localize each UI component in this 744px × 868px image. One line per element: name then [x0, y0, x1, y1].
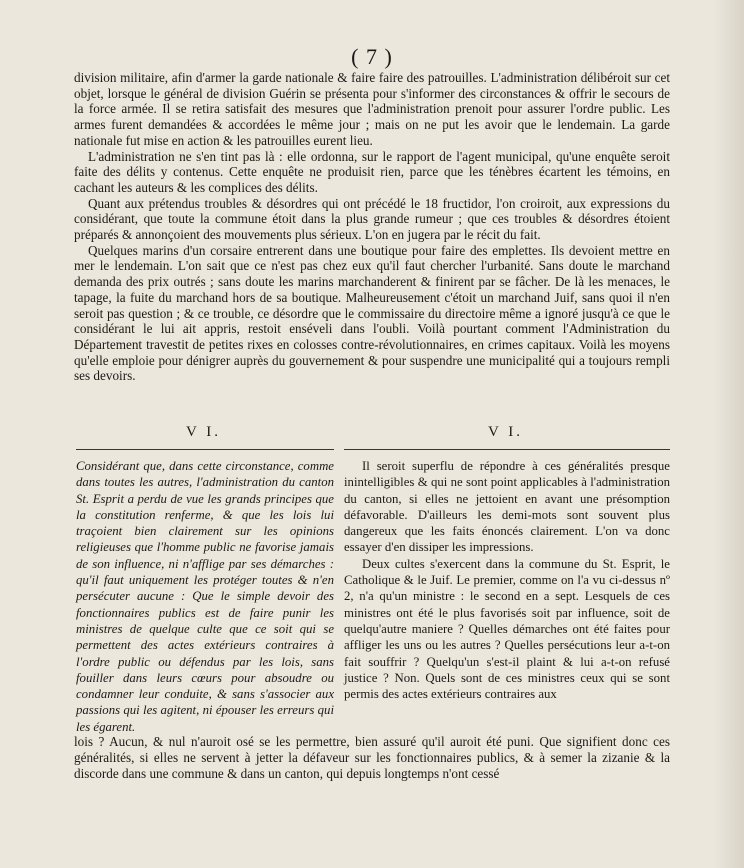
right-heading-rule [344, 449, 670, 450]
page-number: ( 7 ) [351, 44, 393, 69]
page-edge-shadow [714, 0, 744, 868]
paragraph: Quelques marins d'un corsaire entrerent dans une boutique pour faire des emplettes. Ils devoient mettre en mer le lendemain. L'on sait que ce n'est pas chez eux qu'il faut chercher l'urbanité. Sans doute le marchand demanda des prix outrés ; sans doute les marins marchanderent & finirent par se fâcher. De là les menaces, le tapage, la fuite du marchand hors de sa boutique. Malheureusement c'étoit un marchand Juif, sans quoi il n'en seroit pas question ; & ce trouble, ce désordre que le commissaire du directoire même a ignoré jusqu'à ce que le considérant le lui ait appris, restoit enséveli dans l'oubli. Voilà pourtant comment l'Administration du Département travestit de petites rixes en colosses contre-révolutionnaires, en crimes capitaux. Voilà les moyens qu'elle emploie pour dénigrer auprès du gouvernement & pour suspendre une municipalité qui a toujours rempli ses devoirs. [74, 242, 670, 384]
paragraph: L'administration ne s'en tint pas là : elle ordonna, sur le rapport de l'agent municipal, qu'une enquête seroit faite des délits y contenus. Cette enquête ne produisit rien, parce que les ténèbres écartent les témoins, en cachant les auteurs & les complices des délits. [74, 148, 670, 195]
right-column-response [344, 458, 670, 702]
paragraph: Quant aux prétendus troubles & désordres qui ont précédé le 18 fructidor, l'on croiroit, aux expressions du considérant, que toute la commune étoit dans la plus grande rumeur ; que ces troubles & désordres étoient préparés & annonçoient des mouvements plus sérieux. L'on en jugera par le récit du fait. [74, 195, 670, 243]
paragraph: division militaire, afin d'armer la garde nationale & faire faire des patrouilles. L'administration délibéroit sur cet objet, lorsque le général de division Guérin se présenta pour s'informer des circonstances & offrir le secours de la force armée. Il se retira satisfait des mesures que l'administration prenoit pour assurer l'ordre public. Les armes furent demandées & accordées le même jour ; mais on ne put les avoir que le lendemain. La garde nationale fut mise en action & les patrouilles eurent lieu. [74, 70, 670, 148]
left-column-heading: V I. [186, 424, 222, 440]
right-column-heading: V I. [488, 424, 524, 440]
considerant-text: Considérant que, dans cette circonstance, comme dans toutes les autres, l'administration du canton St. Esprit a perdu de vue les grands principes que la constitution renferme, & que les lois lui traçoient bien clairement sur les opinions religieuses que l'homme public ne favorise jamais de son influence, ni n'afflige par ses démarches : qu'il faut uniquement les protéger toutes & n'en persécuter aucune : Que le simple devoir des fonctionnaires publics est de faire punir les ministres de quelque culte que ce soit qui se permettent des actes extérieurs contraires à l'ordre public ou défendus par les lois, sans fouiller dans leurs cœurs pour absoudre ou condamner leur conduite, & sans s'associer aux passions qui les agitent, ni épouser les erreurs qui les égarent. [76, 459, 334, 734]
bottom-text-block [74, 734, 670, 782]
paragraph: Deux cultes s'exercent dans la commune du St. Esprit, le Catholique & le Juif. Le premier, comme on l'a vu ci-dessus nº 2, n'a qu'un ministre : le second en a sept. Lesquels de ces ministres ont été le plus favorisés soit par influence, soit de quelqu'autre maniere ? Quelles démarches ont été faites pour affliger les uns ou les autres ? Quelles persécutions leur a-t-on fait souffrir ? Quelqu'un s'est-il plaint & lui a-t-on refusé justice ? Non. Quels sont de ces ministres ceux qui se sont permis des actes extérieurs contraires aux [344, 556, 670, 702]
top-text-block [74, 70, 670, 384]
paragraph: lois ? Aucun, & nul n'auroit osé se les permettre, bien assuré qu'il auroit été puni. Que signifient donc ces généralités, si elles ne servent à jetter la défaveur sur les fonctionnaires publics, & à semer la zizanie & la discorde dans une commune & dans un canton, qui depuis longtemps n'ont cessé [74, 734, 670, 781]
left-heading-rule [76, 449, 334, 450]
left-column-considerant [76, 458, 334, 735]
paragraph: Il seroit superflu de répondre à ces généralités presque inintelligibles & qui ne sont point applicables à l'administration du canton, si elles ne jettoient en avant une présomption défavorable. D'ailleurs les demi-mots sont souvent plus dangereux que les faits énoncés clairement. L'on va donc essayer d'en dissiper les impressions. [344, 459, 670, 555]
